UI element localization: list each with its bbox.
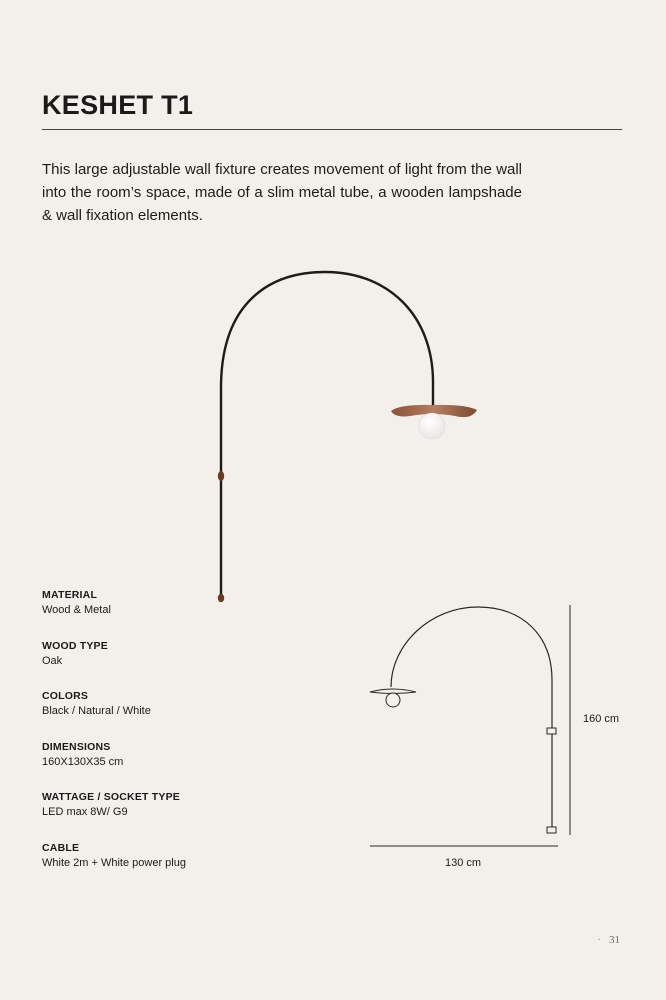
spec-value: Wood & Metal xyxy=(42,604,111,616)
wall-fixation-upper xyxy=(218,471,224,481)
specifications-list xyxy=(42,588,302,892)
drawing-bulb xyxy=(386,693,400,707)
spec-label: WATTAGE / SOCKET TYPE xyxy=(42,791,180,804)
bulb-icon xyxy=(419,413,445,439)
page-title: KESHET T1 xyxy=(42,90,194,120)
spec-material xyxy=(42,588,302,639)
spec-cable xyxy=(42,841,302,892)
spec-wood-type xyxy=(42,639,302,690)
spec-dimensions xyxy=(42,740,302,791)
spec-label: DIMENSIONS xyxy=(42,740,111,753)
spec-colors xyxy=(42,689,302,740)
spec-label: MATERIAL xyxy=(42,589,98,601)
page-number xyxy=(597,934,620,946)
spec-label: WOOD TYPE xyxy=(42,639,108,652)
spec-value: 160X130X35 cm xyxy=(42,755,124,768)
height-dimension-label: 160 cm xyxy=(583,713,620,725)
spec-value: Black / Natural / White xyxy=(42,705,151,718)
drawing-fixation-lower xyxy=(547,827,556,833)
product-description: This large adjustable wall fixture creates movement of light from the wall into the room’s space, made of a slim metal tube, a wooden lampshade & wall fixation elements. xyxy=(42,161,522,224)
spec-label: CABLE xyxy=(42,841,80,854)
title-divider xyxy=(42,129,622,130)
width-dimension-label: 130 cm xyxy=(445,857,482,869)
lamp-product-image xyxy=(195,262,495,612)
spec-label: COLORS xyxy=(42,690,89,703)
page-number-value: 31 xyxy=(609,934,620,946)
drawing-tube xyxy=(391,607,552,830)
drawing-fixation-upper xyxy=(547,728,556,734)
technical-drawing xyxy=(360,595,590,855)
spec-value: LED max 8W/ G9 xyxy=(42,806,128,819)
spec-value: Oak xyxy=(42,654,63,667)
spec-value: White 2m + White power plug xyxy=(42,856,186,869)
spec-wattage xyxy=(42,790,302,841)
metal-tube-arc xyxy=(221,272,433,602)
page-number-dot: · xyxy=(597,934,601,946)
